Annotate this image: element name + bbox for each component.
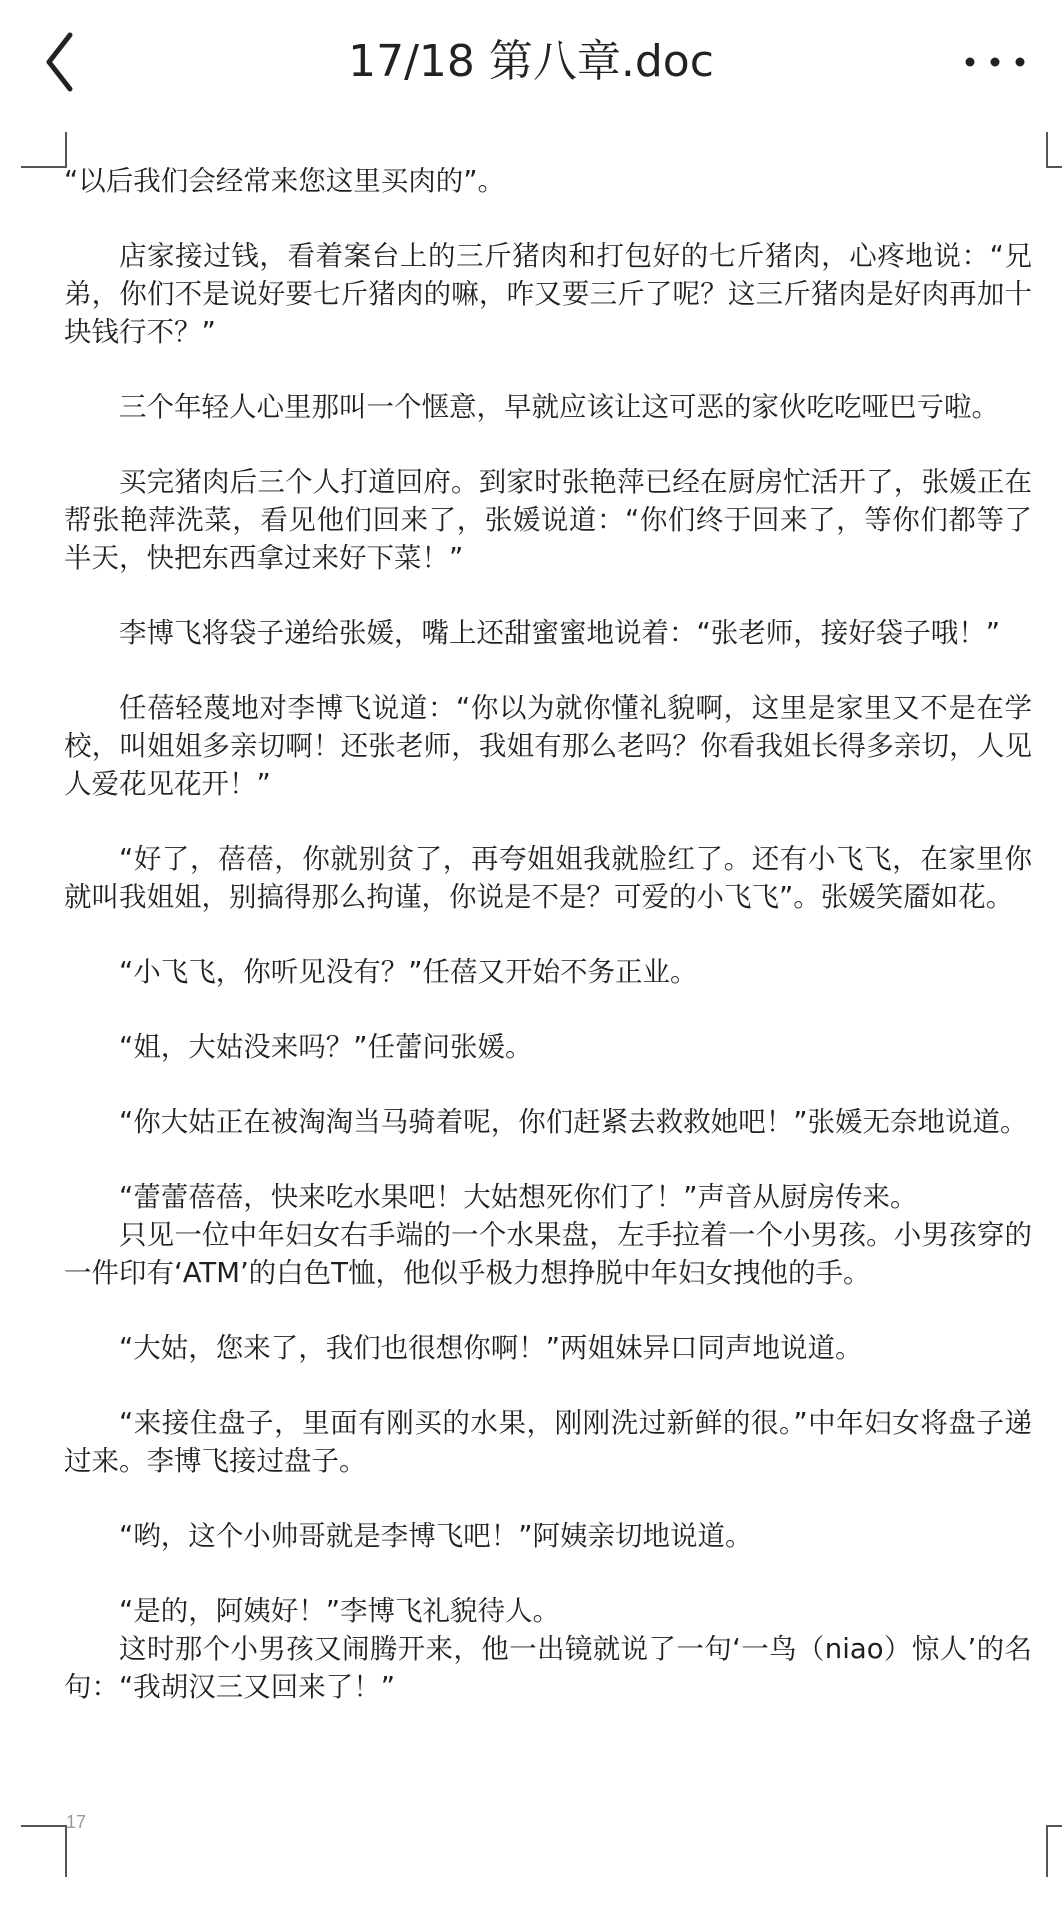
paragraph: 只见一位中年妇女右手端的一个水果盘，左手拉着一个小男孩。小男孩穿的一件印有‘ATM’的白色T恤，他似乎极力想挣脱中年妇女拽他的手。 xyxy=(64,1219,1032,1289)
paragraph: 这时那个小男孩又闹腾开来，他一出镜就说了一句‘一鸟（niao）惊人’的名句：“我胡汉三又回来了！” xyxy=(64,1633,1032,1703)
more-options-button[interactable] xyxy=(950,22,1040,102)
paragraph: “以后我们会经常来您这里买肉的”。 xyxy=(64,165,505,197)
page-corner-mark-top-left xyxy=(21,132,67,168)
paragraph: “你大姑正在被淘淘当马骑着呢，你们赶紧去救救她吧！”张媛无奈地说道。 xyxy=(119,1106,1028,1138)
paragraph: 李博飞将袋子递给张媛，嘴上还甜蜜蜜地说着：“张老师，接好袋子哦！” xyxy=(119,617,1000,649)
page-corner-mark-bottom-left xyxy=(21,1825,67,1877)
back-button[interactable] xyxy=(30,22,110,102)
paragraph: “来接住盘子，里面有刚买的水果，刚刚洗过新鲜的很。”中年妇女将盘子递过来。李博飞接过盘子。 xyxy=(64,1407,1032,1477)
paragraph: “哟，这个小帅哥就是李博飞吧！”阿姨亲切地说道。 xyxy=(119,1520,753,1552)
page-number: 17 xyxy=(66,1812,87,1832)
paragraph: 买完猪肉后三个人打道回府。到家时张艳萍已经在厨房忙活开了，张媛正在帮张艳萍洗菜，看见他们回来了，张媛说道：“你们终于回来了，等你们都等了半天，快把东西拿过来好下菜！” xyxy=(64,466,1032,574)
paragraph: “是的，阿姨好！”李博飞礼貌待人。 xyxy=(119,1595,560,1627)
paragraph: “小飞飞，你听见没有？”任蓓又开始不务正业。 xyxy=(119,956,698,988)
top-navigation-bar xyxy=(0,0,1062,133)
document-title: 17/18 第八章.doc xyxy=(348,36,714,87)
page-corner-mark-bottom-right xyxy=(1046,1825,1062,1877)
chevron-left-icon xyxy=(30,22,110,102)
paragraph: 店家接过钱，看着案台上的三斤猪肉和打包好的七斤猪肉，心疼地说：“兄弟，你们不是说好要七斤猪肉的嘛，咋又要三斤了呢？这三斤猪肉是好肉再加十块钱行不？” xyxy=(64,240,1032,348)
document-body xyxy=(64,162,1032,1743)
paragraph: “大姑，您来了，我们也很想你啊！”两姐妹异口同声地说道。 xyxy=(119,1332,863,1364)
page-corner-mark-top-right xyxy=(1046,132,1062,168)
paragraph: “姐，大姑没来吗？”任蕾问张媛。 xyxy=(119,1031,533,1063)
paragraph: 任蓓轻蔑地对李博飞说道：“你以为就你懂礼貌啊，这里是家里又不是在学校，叫姐姐多亲切啊！还张老师，我姐有那么老吗？你看我姐长得多亲切，人见人爱花见花开！” xyxy=(64,692,1032,800)
paragraph: 三个年轻人心里那叫一个惬意，早就应该让这可恶的家伙吃吃哑巴亏啦。 xyxy=(119,391,999,423)
paragraph: “好了，蓓蓓，你就别贫了，再夸姐姐我就脸红了。还有小飞飞，在家里你就叫我姐姐，别搞得那么拘谨，你说是不是？可爱的小飞飞”。张媛笑靥如花。 xyxy=(64,843,1032,913)
more-horizontal-icon xyxy=(950,22,1040,102)
document-page xyxy=(0,132,1062,1915)
paragraph: “蕾蕾蓓蓓，快来吃水果吧！大姑想死你们了！”声音从厨房传来。 xyxy=(119,1181,918,1213)
